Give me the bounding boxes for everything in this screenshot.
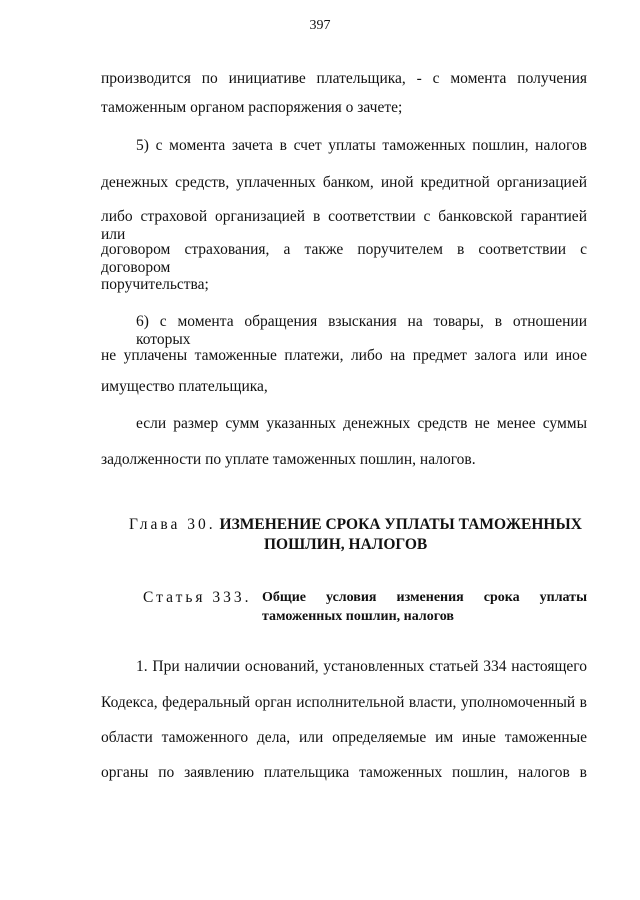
text-line: 5) с момента зачета в счет уплаты таможенных пошлин, налогов xyxy=(136,137,587,154)
chapter-title: ПОШЛИН, НАЛОГОВ xyxy=(264,536,428,553)
article-label xyxy=(143,589,252,607)
chapter-title: ИЗМЕНЕНИЕ СРОКА УПЛАТЫ ТАМОЖЕННЫХ xyxy=(219,516,582,533)
page-number: 397 xyxy=(309,18,331,33)
text-line: Кодекса, федеральный орган исполнительной власти, уполномоченный в xyxy=(101,694,587,711)
text-line: производится по инициативе плательщика, - с момента получения xyxy=(101,70,587,87)
article-number: Статья 333. xyxy=(143,589,252,606)
text-line: задолженности по уплате таможенных пошлин, налогов. xyxy=(101,451,476,468)
text-line: имущество плательщика, xyxy=(101,378,268,395)
text-line: если размер сумм указанных денежных средств не менее суммы xyxy=(136,415,587,432)
text-line: договором страхования, а также поручителем в соответствии с договором xyxy=(101,241,587,276)
text-line: денежных средств, уплаченных банком, иной кредитной организацией xyxy=(101,174,587,191)
text-line: органы по заявлению плательщика таможенных пошлин, налогов в xyxy=(101,764,587,781)
chapter-title-line2 xyxy=(264,536,427,554)
chapter-heading xyxy=(129,516,582,534)
text-line: таможенным органом распоряжения о зачете; xyxy=(101,99,403,116)
text-line: 1. При наличии оснований, установленных статьей 334 настоящего xyxy=(136,658,587,675)
chapter-label: Глава 30. xyxy=(129,516,216,533)
text-line: либо страховой организацией в соответствии с банковской гарантией или xyxy=(101,208,587,243)
article-title: Общие условия изменения срока уплаты xyxy=(262,590,587,605)
text-line: поручительства; xyxy=(101,276,209,293)
text-line: области таможенного дела, или определяемые им иные таможенные xyxy=(101,729,587,746)
article-title-line2: таможенных пошлин, налогов xyxy=(262,609,454,624)
text-line: не уплачены таможенные платежи, либо на предмет залога или иное xyxy=(101,347,587,364)
text-line: 6) с момента обращения взыскания на товары, в отношении которых xyxy=(136,313,587,348)
